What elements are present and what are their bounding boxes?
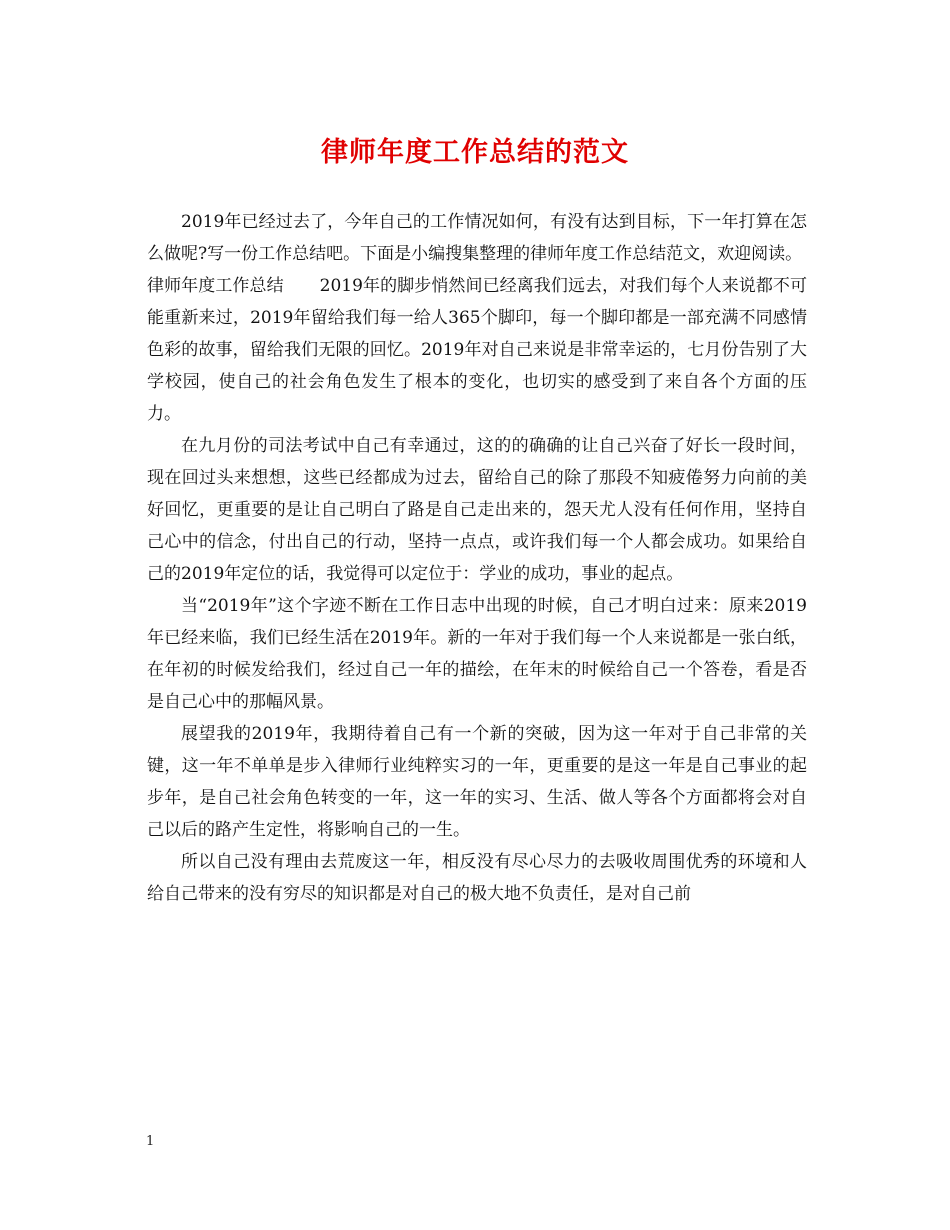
paragraph-outlook: 展望我的2019年，我期待着自己有一个新的突破，因为这一年对于自己非常的关键，这一年不单单是步入律师行业纯粹实习的一年，更重要的是这一年是自己事业的起步年，是自己社会角色转变的一年，这一年的实习、生活、做人等各个方面都将会对自己以后的路产生定性，将影响自己的一生。 bbox=[147, 724, 807, 840]
paragraph-label: 律师年度工作总结 bbox=[147, 276, 284, 296]
document-title: 律师年度工作总结的范文 bbox=[321, 137, 629, 168]
paragraph-summary-text: 2019年的脚步悄然间已经离我们远去，对我们每个人来说都不可能重新来过，2019年留给我们每一给人365个脚印，每一个脚印都是一部充满不同感情色彩的故事，留给我们无限的回忆。2019年对自己来说是非常幸运的，七月份告别了大学校园，使自己的社会角色发生了根本的变化，也切实的感受到了来自各个方面的压力。 bbox=[147, 276, 808, 424]
paragraph-intro: 2019年已经过去了，今年自己的工作情况如何，有没有达到目标，下一年打算在怎么做呢?写一份工作总结吧。下面是小编搜集整理的律师年度工作总结范文，欢迎阅读。 bbox=[147, 212, 807, 264]
page-number: 1 bbox=[146, 1134, 155, 1149]
paragraph-summary bbox=[147, 270, 807, 430]
paragraph-new-year: 当“2019年”这个字迹不断在工作日志中出现的时候，自己才明白过来：原来2019年已经来临，我们已经生活在2019年。新的一年对于我们每一个人来说都是一张白纸，在年初的时候发给我们，经过自己一年的描绘，在年末的时候给自己一个答卷，看是否是自己心中的那幅风景。 bbox=[147, 596, 807, 712]
document-body bbox=[147, 206, 807, 910]
paragraph-exam: 在九月份的司法考试中自己有幸通过，这的的确确的让自己兴奋了好长一段时间，现在回过头来想想，这些已经都成为过去，留给自己的除了那段不知疲倦努力向前的美好回忆，更重要的是让自己明白了路是自己走出来的，怨天尤人没有任何作用，坚持自己心中的信念，付出自己的行动，坚持一点点，或许我们每一个人都会成功。如果给自己的2019年定位的话，我觉得可以定位于：学业的成功，事业的起点。 bbox=[147, 436, 807, 584]
paragraph-conclusion: 所以自己没有理由去荒废这一年，相反没有尽心尽力的去吸收周围优秀的环境和人给自己带来的没有穷尽的知识都是对自己的极大地不负责任，是对自己前 bbox=[147, 852, 807, 904]
